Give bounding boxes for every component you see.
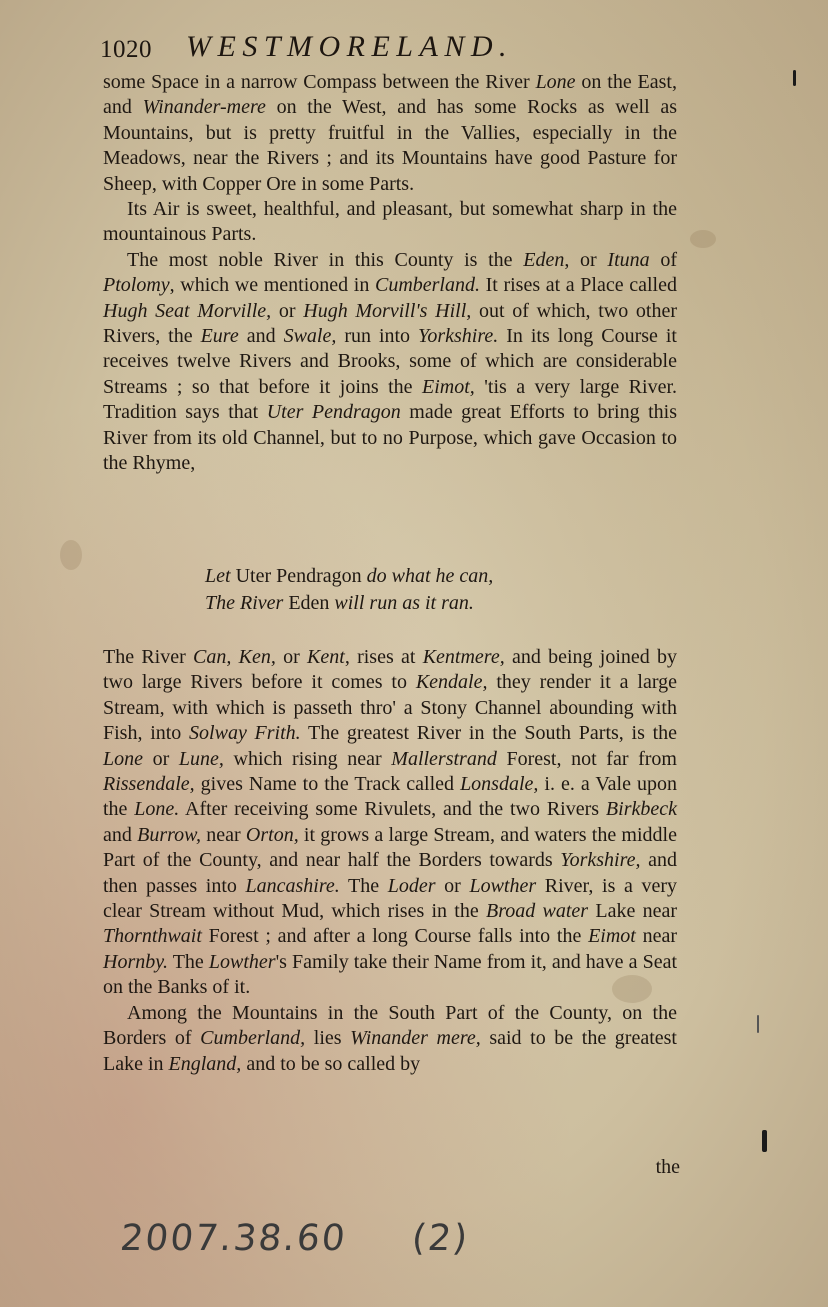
text-run: some Space in a narrow Compass between the River <box>103 71 536 93</box>
text-run: of <box>649 248 677 271</box>
text-run: it grows a large Stream, and waters the middle Part of the County, and near half the Borders towards <box>103 823 677 872</box>
italic-run: Mallerstrand <box>391 747 497 770</box>
paragraph <box>103 1001 677 1077</box>
text-run: Forest, not far from <box>496 747 677 770</box>
italic-run: Lowther <box>469 874 537 897</box>
text-run: The <box>168 950 209 973</box>
italic-run: Hugh Morvill's Hill, <box>303 299 472 322</box>
text-run: 's Family take their Name from it, and have a Seat on the Banks of it. <box>103 950 678 999</box>
text-run: The River <box>103 646 194 668</box>
italic-run: Uter Pendragon <box>266 401 401 424</box>
foxing-spot <box>60 540 82 570</box>
italic-run: Ken, <box>238 646 276 668</box>
italic-run: Yorkshire, <box>560 849 641 872</box>
italic-run: Eimot <box>588 925 636 948</box>
paragraph <box>103 248 677 477</box>
text-run: run into <box>336 325 419 348</box>
text-run: It rises at a Place called <box>479 274 677 297</box>
italic-run: Can, <box>193 646 232 668</box>
text-run: near <box>635 925 678 948</box>
text-run: Its Air is sweet, healthful, and pleasant, but somewhat sharp in the mountainous Parts. <box>103 198 677 246</box>
text-run: Uter Pendragon <box>230 565 367 587</box>
italic-run: Lonsdale, <box>460 773 539 796</box>
text-run: made great Efforts to bring this River from its old Channel, but to no Purpose, which gave Occasion to the Rhyme, <box>103 401 677 475</box>
italic-run: England, <box>168 1052 242 1075</box>
text-run: After receiving some Rivulets, and the two Rivers <box>179 798 606 821</box>
italic-run: Hugh Seat Morville, <box>103 299 272 322</box>
text-run: The <box>339 874 388 897</box>
italic-run: Burrow, <box>137 823 202 846</box>
text-run: on the East, and <box>103 71 677 119</box>
rhyme-verse <box>205 563 625 617</box>
italic-run: Kentmere, <box>422 646 505 668</box>
text-run: or <box>271 299 304 322</box>
text-block-upper <box>103 70 677 477</box>
text-run: gives Name to the Track called <box>194 773 461 796</box>
text-run: i. e. a Vale upon the <box>103 773 677 821</box>
accession-suffix: (2) <box>409 1218 472 1259</box>
text-run: Among the Mountains in the South Part of the County, on the Borders of <box>103 1001 677 1050</box>
italic-run: Kendale, <box>415 671 488 694</box>
text-run: Forest ; and after a long Course falls into the <box>201 925 589 948</box>
text-run: near <box>201 823 246 846</box>
italic-run: Winander mere, <box>350 1027 481 1050</box>
running-head <box>100 28 680 72</box>
italic-run: Lone. <box>134 798 180 821</box>
italic-run: Eimot, <box>422 375 475 398</box>
italic-run: Broad water <box>486 900 589 923</box>
italic-run: Winander-mere <box>142 96 266 119</box>
text-run: or <box>275 646 308 668</box>
text-run: out of which, two other Rivers, the <box>103 299 678 348</box>
verse-line <box>205 563 625 590</box>
text-run: they render it a large Stream, with which is passeth thro' a Stony Channel abounding with Fish, into <box>103 671 677 745</box>
text-run: 'tis a very large River. Tradition says that <box>103 375 678 424</box>
italic-run: Orton, <box>245 823 299 846</box>
italic-run: do what he can, <box>366 565 494 587</box>
text-run: The greatest River in the South Parts, is the <box>300 722 678 745</box>
italic-run: Yorkshire. <box>418 325 499 348</box>
italic-run: Lancashire. <box>245 874 340 897</box>
italic-run: Eure <box>200 325 239 348</box>
text-block-lower <box>103 645 677 1077</box>
text-run: , which we mentioned in <box>169 274 375 297</box>
italic-run: Lune, <box>178 747 224 770</box>
italic-run: Thornthwait <box>103 925 202 948</box>
italic-run: Rissendale, <box>103 773 195 796</box>
italic-run: Eden <box>523 248 565 271</box>
italic-run: Ituna <box>607 248 650 271</box>
text-run: River, is a very clear Stream without Mud, which rises in the <box>103 874 677 923</box>
ink-mark <box>762 1130 767 1152</box>
text-run: said to be the greatest Lake in <box>103 1027 677 1075</box>
paragraph <box>103 197 677 248</box>
text-run: and <box>103 823 138 846</box>
text-run: or <box>143 747 179 770</box>
italic-run: Hornby. <box>103 950 168 973</box>
italic-run: Lowther <box>208 950 276 973</box>
italic-run: Cumberland, <box>200 1027 306 1050</box>
text-run <box>231 646 238 668</box>
ink-mark <box>793 70 796 86</box>
text-run: and then passes into <box>103 849 677 897</box>
italic-run: Let <box>205 565 231 587</box>
italic-run: Lone <box>535 71 576 93</box>
page-number: 1020 <box>100 36 152 63</box>
text-run: which rising near <box>223 747 392 770</box>
paragraph <box>103 70 677 197</box>
text-run: on the West, and has some Rocks as well as Mountains, but is pretty fruitful in the Vallies, especially in the Meadows, near the Rivers ; and its Mountains have good Pasture for Sheep, with Copper Ore in some Parts. <box>103 96 677 195</box>
italic-run: Swale, <box>283 325 337 348</box>
foxing-spot <box>690 230 716 248</box>
italic-run: Ptolomy <box>103 274 170 297</box>
italic-run: will run as it ran. <box>334 592 474 614</box>
italic-run: Birkbeck <box>605 798 677 821</box>
italic-run: The River <box>205 592 284 614</box>
italic-run: Kent <box>307 646 345 668</box>
verse-line <box>205 590 625 617</box>
accession-number <box>117 1218 542 1268</box>
text-run: lies <box>305 1027 351 1050</box>
text-run: and to be so called by <box>241 1052 421 1075</box>
catchword: the <box>655 1156 680 1178</box>
text-run: or <box>435 874 470 897</box>
text-run: , rises at <box>344 646 423 668</box>
paragraph <box>103 645 677 1001</box>
italic-run: Cumberland. <box>374 274 480 297</box>
ink-mark <box>757 1015 759 1033</box>
text-run: Lake near <box>588 900 677 923</box>
county-title: WESTMORELAND. <box>186 30 513 63</box>
text-run: In its long Course it receives twelve Rivers and Brooks, some of which are considerable Streams ; so that before it joins the <box>103 325 677 398</box>
italic-run: Solway Frith. <box>189 722 301 745</box>
text-run: and being joined by two large Rivers before it comes to <box>103 646 678 694</box>
accession-id: 2007.38.60 <box>118 1218 349 1259</box>
italic-run: Loder <box>387 874 436 897</box>
text-run: Eden <box>283 592 335 614</box>
text-run: , or <box>564 248 608 271</box>
text-run: and <box>238 325 284 348</box>
text-run: The most noble River in this County is the <box>127 248 524 271</box>
italic-run: Lone <box>103 747 143 770</box>
